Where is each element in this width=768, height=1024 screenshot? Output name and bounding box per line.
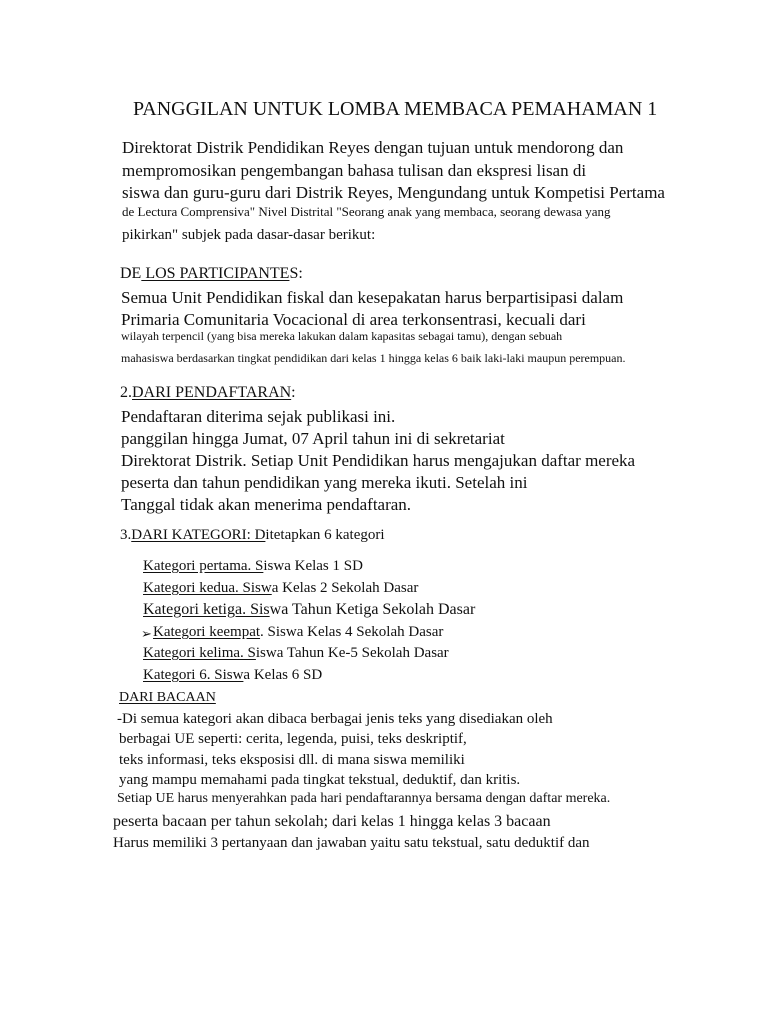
intro-line: de Lectura Comprensiva" Nivel Distrital "Seorang anak yang membaca, seorang dewasa yang [122, 204, 611, 219]
heading-underlined: LOS PARTICIPANTE [141, 265, 290, 282]
heading-prefix: 2. [120, 384, 132, 401]
heading-suffix: S: [289, 265, 303, 282]
registration-line: Pendaftaran diterima sejak publikasi ini. [121, 407, 396, 426]
registration-line: peserta dan tahun pendidikan yang mereka ikuti. Setelah ini [121, 473, 528, 492]
heading-underlined: DARI PENDAFTARAN [132, 384, 292, 401]
registration-line: Tanggal tidak akan menerima pendaftaran. [121, 495, 412, 514]
registration-line: Direktorat Distrik. Setiap Unit Pendidikan harus mengajukan daftar mereka [121, 451, 636, 470]
category-text: wa Tahun Ketiga Sekolah Dasar [269, 601, 476, 618]
category-label: Kategori kedua. Sisw [143, 580, 272, 596]
intro-line: Direktorat Distrik Pendidikan Reyes dengan tujuan untuk mendorong dan [122, 138, 624, 157]
heading-prefix: 3. [120, 527, 132, 543]
participants-line: Primaria Comunitaria Vocacional di area terkonsentrasi, kecuali dari [121, 310, 586, 329]
category-item [153, 624, 443, 641]
intro-line: siswa dan guru-guru dari Distrik Reyes, Mengundang untuk Kompetisi Pertama [122, 183, 665, 202]
reading-line: teks informasi, teks eksposisi dll. di mana siswa memiliki [119, 752, 465, 768]
category-item [143, 667, 322, 684]
section-heading-categories [120, 527, 385, 544]
category-text: . Siswa Kelas 4 Sekolah Dasar [260, 624, 444, 640]
section-heading-participants [120, 265, 303, 283]
category-label: Kategori 6. Sisw [143, 667, 244, 683]
reading-line: berbagai UE seperti: cerita, legenda, puisi, teks deskriptif, [119, 731, 467, 747]
category-item [143, 558, 363, 575]
heading-suffix: : [291, 384, 296, 401]
category-item [143, 601, 475, 619]
intro-line: pikirkan" subjek pada dasar-dasar berikut: [122, 227, 376, 243]
category-text: iswa Tahun Ke-5 Sekolah Dasar [255, 645, 449, 661]
category-item [143, 580, 418, 597]
heading-underlined: DARI KATEGORI: D [131, 527, 266, 543]
section-heading-reading: DARI BACAAN [119, 690, 216, 705]
reading-line: peserta bacaan per tahun sekolah; dari kelas 1 hingga kelas 3 bacaan [113, 813, 551, 830]
participants-line: mahasiswa berdasarkan tingkat pendidikan dari kelas 1 hingga kelas 6 baik laki-laki maupun perempuan. [121, 351, 626, 365]
category-label: Kategori pertama. S [143, 558, 264, 574]
heading-suffix: itetapkan 6 kategori [265, 527, 385, 543]
reading-line: yang mampu memahami pada tingkat tekstual, deduktif, dan kritis. [119, 772, 521, 788]
category-label: Kategori keempat [153, 624, 261, 640]
reading-line: -Di semua kategori akan dibaca berbagai jenis teks yang disediakan oleh [117, 711, 553, 727]
reading-line: Harus memiliki 3 pertanyaan dan jawaban yaitu satu tekstual, satu deduktif dan [113, 835, 590, 851]
category-label: Kategori kelima. S [143, 645, 256, 661]
category-text: iswa Kelas 1 SD [263, 558, 363, 574]
section-heading-registration [120, 384, 296, 402]
reading-line: Setiap UE harus menyerahkan pada hari pendaftarannya bersama dengan daftar mereka. [117, 791, 611, 806]
category-label: Kategori ketiga. Sis [143, 601, 270, 618]
registration-line: panggilan hingga Jumat, 07 April tahun ini di sekretariat [121, 429, 505, 448]
document-title: PANGGILAN UNTUK LOMBA MEMBACA PEMAHAMAN 1 [133, 98, 658, 120]
category-text: a Kelas 6 SD [243, 667, 323, 683]
category-item [143, 645, 449, 662]
category-text: a Kelas 2 Sekolah Dasar [271, 580, 419, 596]
participants-line: Semua Unit Pendidikan fiskal dan kesepakatan harus berpartisipasi dalam [121, 288, 624, 307]
arrow-bullet-icon: ➢ [141, 626, 152, 641]
heading-prefix: DE [120, 265, 142, 282]
participants-line: wilayah terpencil (yang bisa mereka lakukan dalam kapasitas sebagai tamu), dengan sebuah [121, 329, 563, 343]
intro-line: mempromosikan pengembangan bahasa tulisan dan ekspresi lisan di [122, 161, 587, 180]
